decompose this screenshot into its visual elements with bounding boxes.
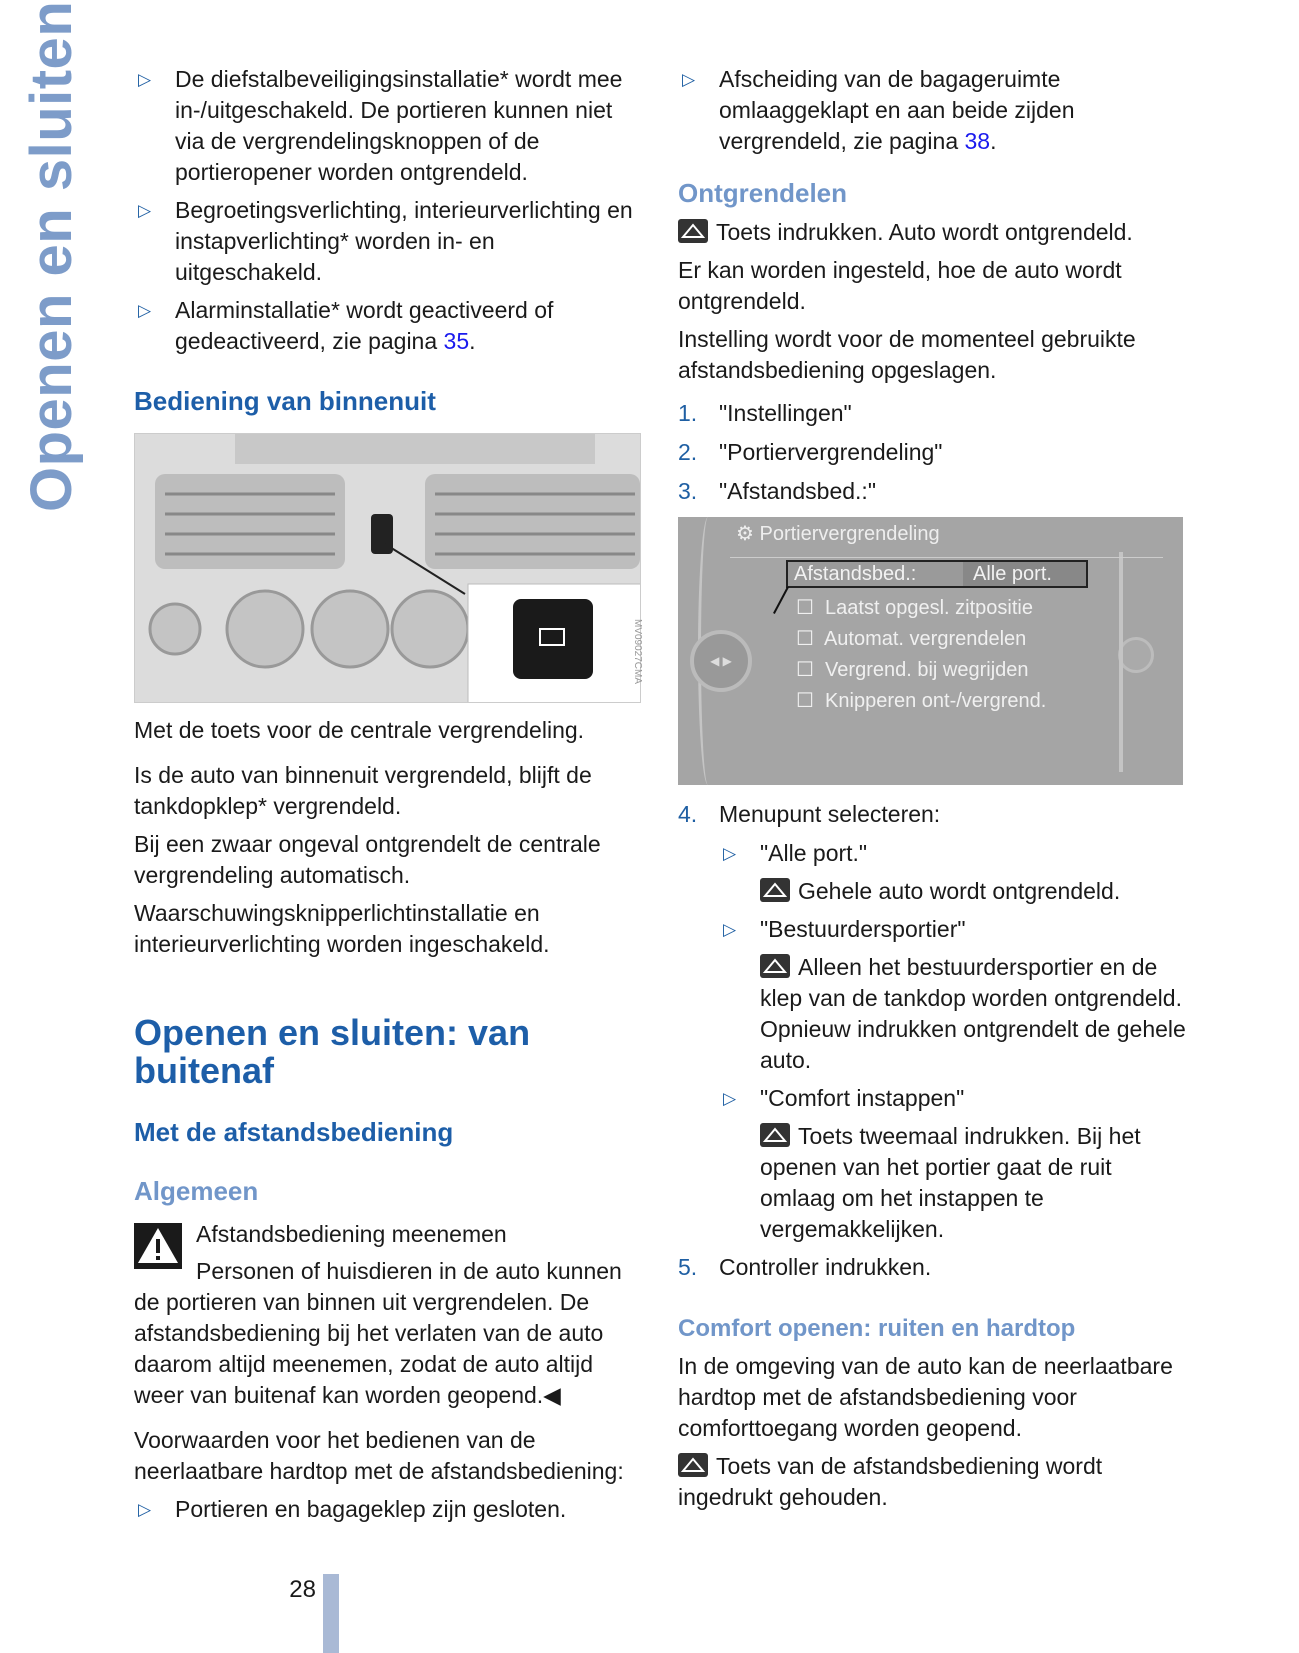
- remote-unlock-key-icon: [760, 878, 790, 902]
- right-column: ▷ Afscheiding van de bagageruimte omlaaggeklapt en aan beide zijden vergrendeld, zie pagina 38. Ontgrendelen Toets indrukken. Auto wordt ontgrendeld. Er kan worden ingesteld, hoe de auto wordt ontgrendeld. Instelling wordt voor de momenteel gebruikte afstandsbediening opgeslagen. 1. "Instellingen" 2. "Portiervergrendeling" 3. "Afstandsbed.:" ◀ ▶ ⚙ Portiervergrendeling Afstandsbed.: Alle port. ☐ Laatst opgesl. zitpositie ☐ Automat. vergrendelen ☐ Vergrend. bij wegrijden ☐ Knipperen ont-/vergrend. 4. Menupunt selecteren: ▷ "Alle port." Gehele auto wordt ontgrendeld. ▷ "Bestuurdersportier" Alleen het bestuurdersportier en de klep van de tankdop worden ontgrendeld. Opnieuw indrukken ontgrendelt de gehele auto. ▷ "Comfort instappen" Toets tweemaal indrukken. Bij het openen van het portier gaat de ruit omlaag om het instappen te vergemakkelijken. 5. Controller indrukken. Comfort openen: ruiten en hardtop In de omgeving van de auto kan de neerlaatbare hardtop met de afstandsbediening voor comforttoegang worden geopend. Toets van de afstandsbediening wordt ingedrukt gehouden.: [678, 64, 1188, 1520]
- warning-icon: [134, 1223, 182, 1269]
- step-item: 3. "Afstandsbed.:": [678, 478, 876, 504]
- remote-unlock-key-icon: [760, 954, 790, 978]
- chapter-heading: Openen en sluiten: van buitenaf: [134, 1012, 531, 1091]
- section-heading: Met de afstandsbediening: [134, 1117, 454, 1147]
- option-item: ▷ "Bestuurdersportier": [719, 914, 1188, 945]
- screen-option[interactable]: ☐ Vergrend. bij wegrijden: [796, 659, 1029, 681]
- page-marker-bar: [323, 1574, 339, 1653]
- triangle-bullet-icon: ▷: [138, 201, 152, 220]
- step-item: 1. "Instellingen": [678, 400, 852, 426]
- step-item: 2. "Portiervergrendeling": [678, 439, 943, 465]
- dashboard-illustration: [134, 433, 641, 703]
- list-item: ▷ Begroetingsverlichting, interieurverlichting en instapverlichting* worden in- en uitgeschakeld.: [138, 197, 633, 285]
- screen-option[interactable]: ☐ Automat. vergrendelen: [796, 628, 1027, 650]
- triangle-bullet-icon: ▷: [723, 920, 737, 939]
- triangle-bullet-icon: ▷: [723, 844, 737, 863]
- screen-option[interactable]: ☐ Laatst opgesl. zitpositie: [796, 597, 1033, 619]
- step-item: 4. Menupunt selecteren:: [678, 801, 941, 827]
- warning-block: [134, 1219, 644, 1411]
- list-item: ▷ Portieren en bagageklep zijn gesloten.: [134, 1494, 644, 1525]
- subsection-heading: Ontgrendelen: [678, 178, 848, 208]
- page-link[interactable]: 35: [443, 328, 470, 354]
- triangle-bullet-icon: ▷: [138, 70, 152, 89]
- triangle-bullet-icon: ▷: [723, 1089, 737, 1108]
- key-instruction: Toets indrukken. Auto wordt ontgrendeld.: [678, 217, 1188, 248]
- triangle-bullet-icon: ▷: [138, 301, 152, 320]
- triangle-bullet-icon: ▷: [138, 1500, 152, 1519]
- paragraph: Met de toets voor de centrale vergrendeling.: [134, 717, 585, 743]
- paragraph: Er kan worden ingesteld, hoe de auto wordt ontgrendeld.: [678, 257, 1122, 314]
- remote-unlock-key-icon: [678, 219, 708, 243]
- subsection-heading: Algemeen: [134, 1176, 259, 1206]
- step-item: 5. Controller indrukken.: [678, 1254, 932, 1280]
- settings-gear-icon: ⚙: [736, 523, 754, 545]
- paragraph: In de omgeving van de auto kan de neerlaatbare hardtop met de afstandsbediening voor comforttoegang worden geopend.: [678, 1353, 1173, 1441]
- idrive-screen: [678, 517, 1183, 785]
- left-column: [134, 64, 644, 1532]
- paragraph: Is de auto van binnenuit vergrendeld, blijft de tankdopklep* vergrendeld.: [134, 762, 592, 819]
- paragraph: Waarschuwingsknipperlichtinstallatie en interieurverlichting worden ingeschakeld.: [134, 900, 550, 957]
- figure-code: MV09027CMA: [632, 619, 643, 685]
- remote-unlock-key-icon: [760, 1123, 790, 1147]
- screen-option[interactable]: ☐ Knipperen ont-/vergrend.: [796, 690, 1047, 712]
- page-number: 28: [289, 1576, 316, 1603]
- list-item: ▷ Afscheiding van de bagageruimte omlaaggeklapt en aan beide zijden vergrendeld, zie pagina 38.: [682, 66, 1075, 154]
- remote-unlock-key-icon: [678, 1453, 708, 1477]
- list-item: ▷ De diefstalbeveiligingsinstallatie* wordt mee in-/uitgeschakeld. De portieren kunnen niet via de vergrendelingsknoppen of de portieropener worden ontgrendeld.: [138, 66, 623, 185]
- paragraph: Instelling wordt voor de momenteel gebruikte afstandsbediening opgeslagen.: [678, 326, 1136, 383]
- option-item: ▷ "Comfort instappen": [719, 1083, 1188, 1114]
- page-link[interactable]: 38: [964, 128, 991, 154]
- paragraph: Voorwaarden voor het bedienen van de neerlaatbare hardtop met de afstandsbediening:: [134, 1427, 624, 1484]
- screen-title: Portiervergrendeling: [759, 523, 940, 545]
- subsection-heading: Comfort openen: ruiten en hardtop: [678, 1315, 1076, 1342]
- warning-text: Personen of huisdieren in de auto kunnen de portieren van binnen uit vergrendelen. De afstandsbediening bij het verlaten van de auto daarom altijd meenemen, zodat de auto altijd weer van buitenaf kan worden geopend.◀: [134, 1258, 622, 1408]
- controller-icon: ◀ ▶: [690, 630, 752, 692]
- warning-title: Afstandsbediening meenemen: [196, 1221, 507, 1247]
- remote-setting-selector[interactable]: Afstandsbed.: Alle port.: [786, 560, 1088, 588]
- section-heading: Bediening van binnenuit: [134, 386, 436, 416]
- paragraph: Bij een zwaar ongeval ontgrendelt de centrale vergrendeling automatisch.: [134, 831, 601, 888]
- chapter-sidebar-title: Openen en sluiten: [19, 0, 84, 512]
- option-item: ▷ "Alle port.": [719, 838, 1188, 869]
- list-item: ▷ Alarminstallatie* wordt geactiveerd of gedeactiveerd, zie pagina 35.: [138, 297, 554, 354]
- triangle-bullet-icon: ▷: [682, 70, 696, 89]
- scroll-knob-icon: [1118, 637, 1154, 673]
